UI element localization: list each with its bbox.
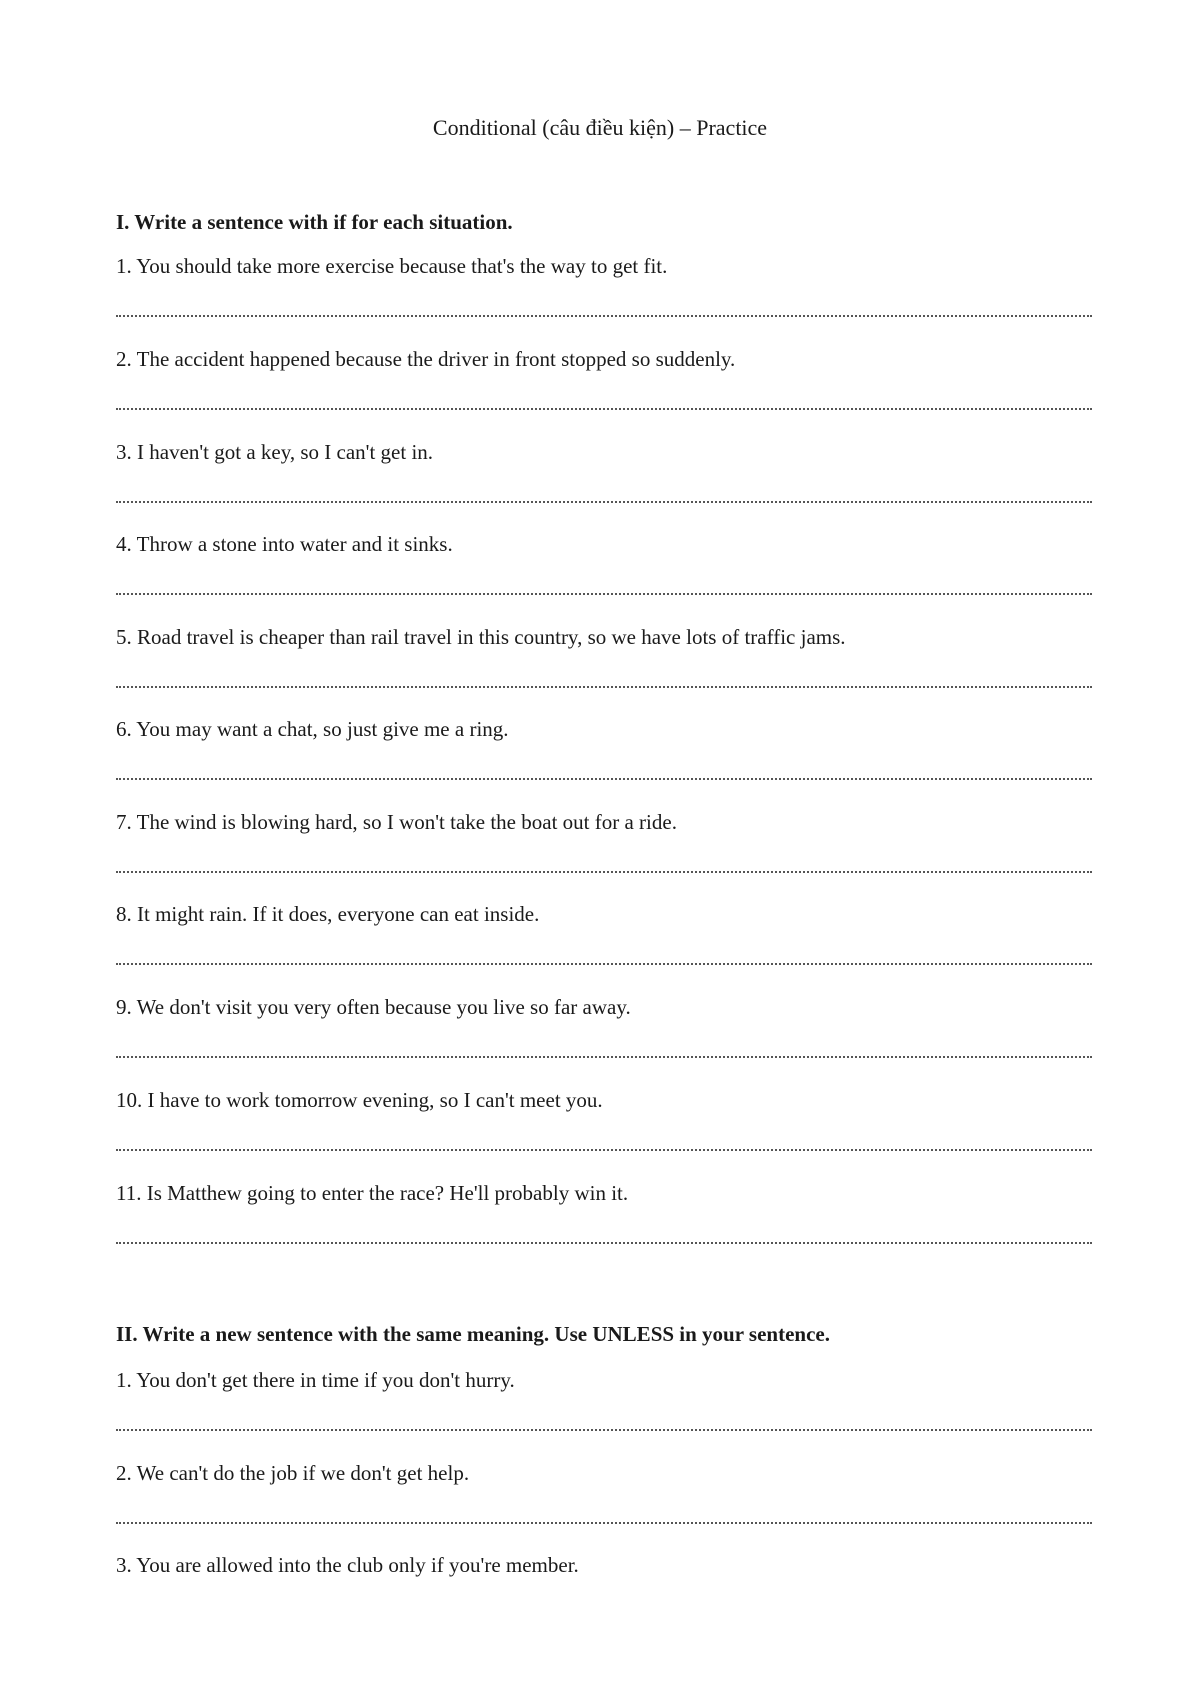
section-1-question-1: 1. You should take more exercise because that's the way to get fit. — [116, 254, 668, 278]
answer-line[interactable] — [116, 1230, 1092, 1244]
section-1-question-7: 7. The wind is blowing hard, so I won't take the boat out for a ride. — [116, 810, 677, 834]
page-title: Conditional (câu điều kiện) – Practice — [432, 115, 768, 140]
section-2-heading: II. Write a new sentence with the same meaning. Use UNLESS in your sentence. — [116, 1322, 830, 1346]
section-1-question-2: 2. The accident happened because the driver in front stopped so suddenly. — [116, 347, 736, 371]
answer-line[interactable] — [116, 396, 1092, 410]
section-1-heading: I. Write a sentence with if for each situation. — [116, 210, 513, 234]
answer-line[interactable] — [116, 1417, 1092, 1431]
section-1-question-3: 3. I haven't got a key, so I can't get in. — [116, 440, 434, 464]
answer-line[interactable] — [116, 951, 1092, 965]
answer-line[interactable] — [116, 766, 1092, 780]
section-1-question-11: 11. Is Matthew going to enter the race? He'll probably win it. — [116, 1181, 629, 1205]
section-1-question-9: 9. We don't visit you very often because you live so far away. — [116, 995, 631, 1019]
answer-line[interactable] — [116, 674, 1092, 688]
answer-line[interactable] — [116, 1510, 1092, 1524]
answer-line[interactable] — [116, 859, 1092, 873]
section-2-question-2: 2. We can't do the job if we don't get help. — [116, 1461, 470, 1485]
section-1-question-4: 4. Throw a stone into water and it sinks. — [116, 532, 453, 556]
section-2-question-1: 1. You don't get there in time if you don't hurry. — [116, 1368, 515, 1392]
section-1-question-6: 6. You may want a chat, so just give me a ring. — [116, 717, 509, 741]
answer-line[interactable] — [116, 489, 1092, 503]
answer-line[interactable] — [116, 303, 1092, 317]
section-1-question-5: 5. Road travel is cheaper than rail travel in this country, so we have lots of traffic jams. — [116, 625, 846, 649]
answer-line[interactable] — [116, 581, 1092, 595]
answer-line[interactable] — [116, 1137, 1092, 1151]
section-1-question-8: 8. It might rain. If it does, everyone can eat inside. — [116, 902, 540, 926]
answer-line[interactable] — [116, 1044, 1092, 1058]
section-1-question-10: 10. I have to work tomorrow evening, so I can't meet you. — [116, 1088, 603, 1112]
section-2-question-3: 3. You are allowed into the club only if you're member. — [116, 1553, 579, 1577]
